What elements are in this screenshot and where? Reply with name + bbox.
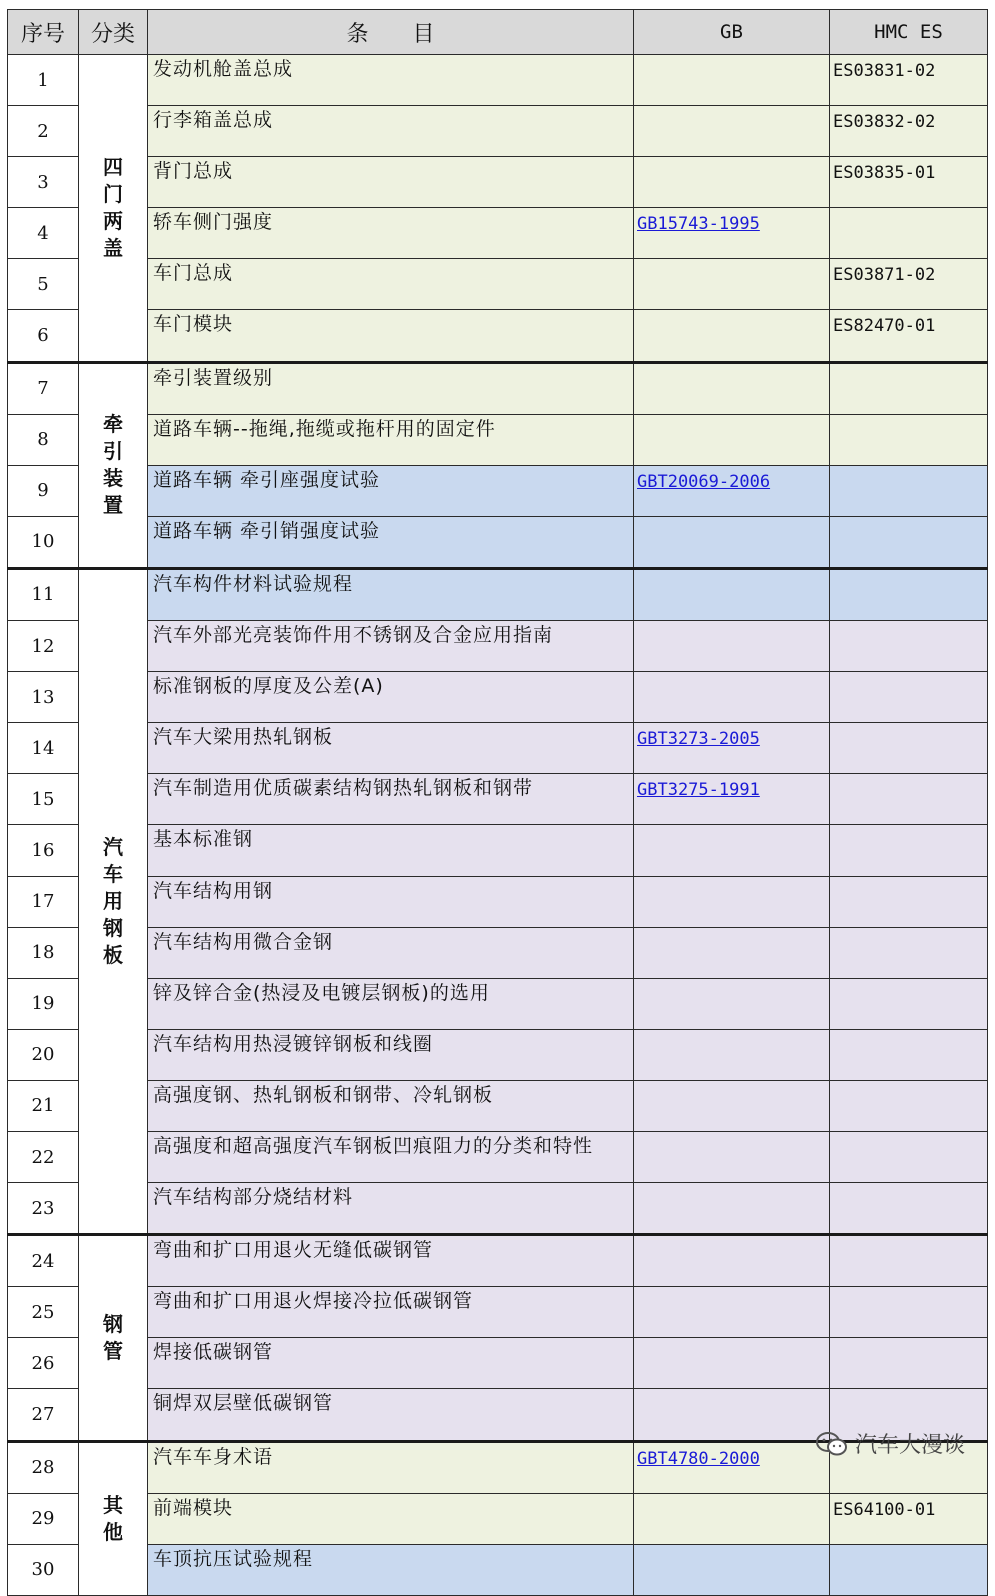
table-row (8, 1235, 988, 1287)
table-row (8, 825, 988, 876)
item-name: 汽车结构部分烧结材料 (148, 1183, 634, 1235)
row-number: 27 (8, 1389, 79, 1441)
gb-standard-cell (634, 621, 830, 672)
table-row (8, 208, 988, 259)
row-number: 23 (8, 1183, 79, 1235)
gb-standard-cell (634, 310, 830, 362)
table-row (8, 414, 988, 465)
table-row (8, 465, 988, 516)
gb-standard-cell (634, 1338, 830, 1389)
gb-standard-cell (634, 465, 830, 516)
item-name: 铜焊双层壁低碳钢管 (148, 1389, 634, 1441)
hmc-es-standard (830, 927, 988, 978)
gb-standard-cell (634, 672, 830, 723)
hmc-es-standard (830, 1029, 988, 1080)
gb-standard-cell (634, 723, 830, 774)
category-cell (79, 1441, 148, 1595)
category-label: 四门两盖 (103, 154, 123, 260)
hmc-es-standard: ES03832-02 (830, 106, 988, 157)
table-row (8, 672, 988, 723)
gb-standard-cell (634, 1029, 830, 1080)
table-row (8, 362, 988, 414)
row-number: 20 (8, 1029, 79, 1080)
table-row (8, 723, 988, 774)
row-number: 30 (8, 1544, 79, 1595)
gb-standard-cell (634, 1544, 830, 1595)
gb-standard-cell (634, 1080, 830, 1131)
row-number: 3 (8, 157, 79, 208)
item-name: 车顶抗压试验规程 (148, 1544, 634, 1595)
hmc-es-standard (830, 672, 988, 723)
item-name: 车门总成 (148, 259, 634, 310)
gb-standard-cell (634, 978, 830, 1029)
gb-standard-cell (634, 414, 830, 465)
item-name: 牵引装置级别 (148, 362, 634, 414)
table-row (8, 1287, 988, 1338)
table-row (8, 106, 988, 157)
table-row (8, 568, 988, 620)
row-number: 1 (8, 55, 79, 106)
gb-standard-cell (634, 1183, 830, 1235)
item-name: 车门模块 (148, 310, 634, 362)
item-name: 前端模块 (148, 1493, 634, 1544)
item-name: 基本标准钢 (148, 825, 634, 876)
table-row (8, 310, 988, 362)
hmc-es-standard (830, 1544, 988, 1595)
row-number: 16 (8, 825, 79, 876)
hmc-es-standard (830, 362, 988, 414)
wechat-icon (815, 1430, 849, 1458)
gb-standard-cell (634, 55, 830, 106)
watermark-text: 汽车大漫谈 (854, 1433, 965, 1458)
hmc-es-standard (830, 723, 988, 774)
table-row (8, 1131, 988, 1182)
gb-standard-cell (634, 774, 830, 825)
table-row (8, 516, 988, 568)
item-name: 汽车车身术语 (148, 1441, 634, 1493)
gb-standard-cell (634, 1389, 830, 1441)
hmc-es-standard (830, 978, 988, 1029)
table-body (8, 55, 988, 1596)
standards-table (7, 9, 988, 1596)
item-name: 焊接低碳钢管 (148, 1338, 634, 1389)
hmc-es-standard (830, 621, 988, 672)
hmc-es-standard: ES03871-02 (830, 259, 988, 310)
table-row (8, 927, 988, 978)
table-row (8, 55, 988, 106)
row-number: 6 (8, 310, 79, 362)
row-number: 5 (8, 259, 79, 310)
gb-standard-cell (634, 876, 830, 927)
row-number: 22 (8, 1131, 79, 1182)
row-number: 21 (8, 1080, 79, 1131)
gb-standard-cell (634, 1235, 830, 1287)
hmc-es-standard (830, 876, 988, 927)
category-label: 钢管 (103, 1311, 123, 1363)
hmc-es-standard (830, 825, 988, 876)
hmc-es-standard (830, 774, 988, 825)
item-name: 高强度和超高强度汽车钢板凹痕阻力的分类和特性 (148, 1131, 634, 1182)
gb-standard-cell (634, 516, 830, 568)
category-cell (79, 362, 148, 568)
header-num: 序号 (8, 10, 79, 55)
row-number: 2 (8, 106, 79, 157)
gb-standard-cell (634, 568, 830, 620)
item-name: 轿车侧门强度 (148, 208, 634, 259)
item-name: 汽车结构用热浸镀锌钢板和线圈 (148, 1029, 634, 1080)
row-number: 25 (8, 1287, 79, 1338)
item-name: 发动机舱盖总成 (148, 55, 634, 106)
gb-standard-cell (634, 1287, 830, 1338)
item-name: 道路车辆--拖绳,拖缆或拖杆用的固定件 (148, 414, 634, 465)
row-number: 9 (8, 465, 79, 516)
gb-standard-cell (634, 208, 830, 259)
row-number: 13 (8, 672, 79, 723)
item-name: 行李箱盖总成 (148, 106, 634, 157)
row-number: 24 (8, 1235, 79, 1287)
hmc-es-standard (830, 1183, 988, 1235)
hmc-es-standard: ES03831-02 (830, 55, 988, 106)
gb-standard-link[interactable]: GBT3275-1991 (637, 780, 760, 801)
watermark (815, 1428, 965, 1459)
row-number: 28 (8, 1441, 79, 1493)
table-row (8, 876, 988, 927)
table-row (8, 978, 988, 1029)
item-name: 汽车外部光亮装饰件用不锈钢及合金应用指南 (148, 621, 634, 672)
row-number: 26 (8, 1338, 79, 1389)
table-row (8, 1080, 988, 1131)
hmc-es-standard (830, 568, 988, 620)
gb-standard-cell (634, 825, 830, 876)
hmc-es-standard (830, 465, 988, 516)
gb-standard-cell (634, 1131, 830, 1182)
table-row (8, 1029, 988, 1080)
category-cell (79, 1235, 148, 1441)
item-name: 道路车辆 牵引座强度试验 (148, 465, 634, 516)
header-row (8, 10, 988, 55)
gb-standard-cell (634, 259, 830, 310)
header-item: 条 目 (148, 10, 634, 55)
row-number: 8 (8, 414, 79, 465)
hmc-es-standard: ES82470-01 (830, 310, 988, 362)
item-name: 汽车大梁用热轧钢板 (148, 723, 634, 774)
hmc-es-standard: ES03835-01 (830, 157, 988, 208)
item-name: 道路车辆 牵引销强度试验 (148, 516, 634, 568)
header-hmc-es: HMC ES (830, 10, 988, 55)
item-name: 汽车结构用钢 (148, 876, 634, 927)
gb-standard-link[interactable]: GBT3273-2005 (637, 729, 760, 750)
hmc-es-standard (830, 1131, 988, 1182)
hmc-es-standard (830, 414, 988, 465)
table-row (8, 259, 988, 310)
category-label: 其他 (103, 1492, 123, 1544)
gb-standard-cell (634, 106, 830, 157)
header-gb: GB (634, 10, 830, 55)
hmc-es-standard (830, 1235, 988, 1287)
table-row (8, 774, 988, 825)
item-name: 汽车结构用微合金钢 (148, 927, 634, 978)
category-label: 汽车用钢板 (103, 835, 123, 968)
category-cell (79, 568, 148, 1234)
table-row (8, 621, 988, 672)
gb-standard-link[interactable]: GBT20069-2006 (637, 471, 771, 492)
row-number: 4 (8, 208, 79, 259)
gb-standard-link[interactable]: GBT4780-2000 (637, 1448, 760, 1469)
row-number: 15 (8, 774, 79, 825)
item-name: 弯曲和扩口用退火无缝低碳钢管 (148, 1235, 634, 1287)
table-row (8, 1493, 988, 1544)
row-number: 11 (8, 568, 79, 620)
row-number: 14 (8, 723, 79, 774)
row-number: 29 (8, 1493, 79, 1544)
table-row (8, 157, 988, 208)
row-number: 7 (8, 362, 79, 414)
row-number: 12 (8, 621, 79, 672)
table-row (8, 1544, 988, 1595)
category-cell (79, 55, 148, 363)
row-number: 18 (8, 927, 79, 978)
hmc-es-standard (830, 1287, 988, 1338)
item-name: 汽车制造用优质碳素结构钢热轧钢板和钢带 (148, 774, 634, 825)
table-row (8, 1183, 988, 1235)
hmc-es-standard (830, 1338, 988, 1389)
gb-standard-cell (634, 1441, 830, 1493)
gb-standard-link[interactable]: GB15743-1995 (637, 214, 760, 235)
header-category: 分类 (79, 10, 148, 55)
row-number: 10 (8, 516, 79, 568)
category-label: 牵引装置 (103, 412, 123, 518)
gb-standard-cell (634, 362, 830, 414)
gb-standard-cell (634, 1493, 830, 1544)
gb-standard-cell (634, 157, 830, 208)
row-number: 19 (8, 978, 79, 1029)
table-row (8, 1338, 988, 1389)
item-name: 弯曲和扩口用退火焊接冷拉低碳钢管 (148, 1287, 634, 1338)
item-name: 标准钢板的厚度及公差(A) (148, 672, 634, 723)
item-name: 锌及锌合金(热浸及电镀层钢板)的选用 (148, 978, 634, 1029)
hmc-es-standard (830, 1080, 988, 1131)
hmc-es-standard (830, 516, 988, 568)
gb-standard-cell (634, 927, 830, 978)
item-name: 背门总成 (148, 157, 634, 208)
hmc-es-standard (830, 208, 988, 259)
hmc-es-standard: ES64100-01 (830, 1493, 988, 1544)
row-number: 17 (8, 876, 79, 927)
item-name: 高强度钢、热轧钢板和钢带、冷轧钢板 (148, 1080, 634, 1131)
item-name: 汽车构件材料试验规程 (148, 568, 634, 620)
